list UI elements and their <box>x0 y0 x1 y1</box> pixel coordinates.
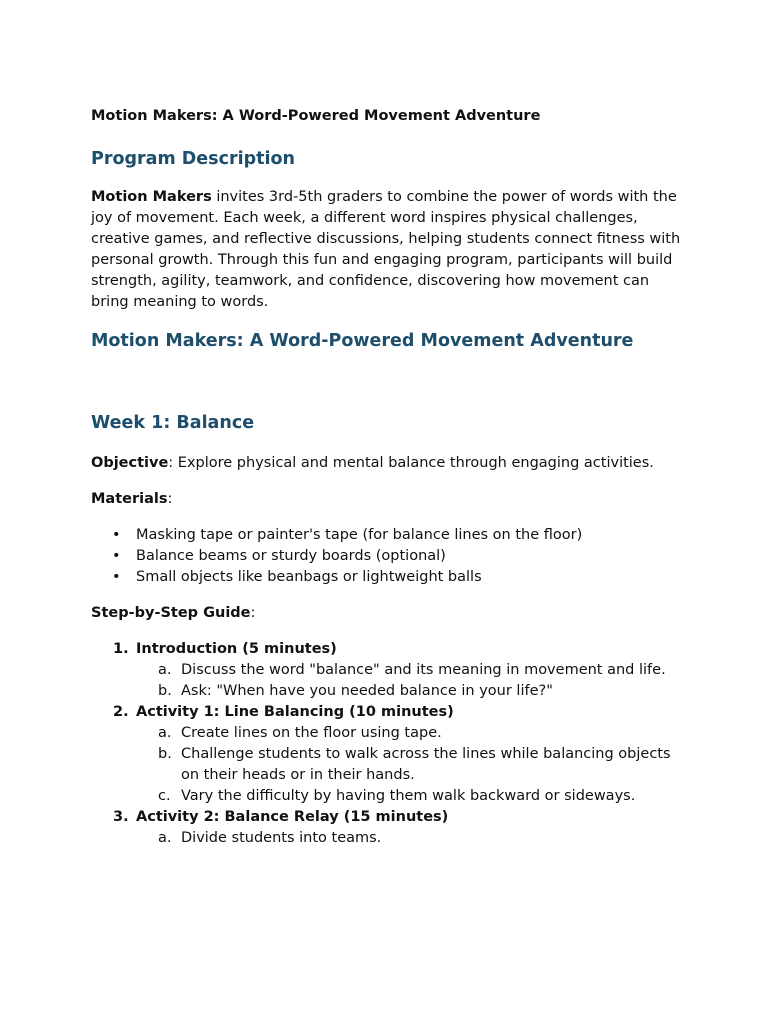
materials-heading: Materials: <box>91 491 173 507</box>
document-title: Motion Makers: A Word-Powered Movement Adventure <box>91 108 541 124</box>
substep-item <box>91 723 691 744</box>
substep-text: Divide students into teams. <box>181 830 382 846</box>
document-content <box>91 106 691 849</box>
step-number: 1. <box>113 641 129 657</box>
list-item: • Masking tape or painter's tape (for balance lines on the floor) <box>91 525 691 546</box>
guide-label: Step-by-Step Guide <box>91 605 251 621</box>
substep-letter: a. <box>158 830 172 846</box>
program-description-paragraph <box>91 187 691 313</box>
substep-letter: b. <box>158 746 172 762</box>
step-number: 2. <box>113 704 129 720</box>
substep-item <box>91 744 691 786</box>
substep-letter: c. <box>158 788 171 804</box>
steps-list <box>91 639 691 849</box>
substep-item <box>91 786 691 807</box>
step-item <box>91 639 691 702</box>
step-title: Introduction (5 minutes) <box>136 641 337 657</box>
list-item: • Small objects like beanbags or lightweight balls <box>91 567 691 588</box>
week-heading: Week 1: Balance <box>91 413 255 433</box>
objective-label: Objective <box>91 455 169 471</box>
substep-item <box>91 681 691 702</box>
substep-item <box>91 660 691 681</box>
guide-heading: Step-by-Step Guide: <box>91 605 256 621</box>
substeps-list <box>136 723 691 807</box>
substep-item <box>91 828 691 849</box>
substep-text: Ask: "When have you needed balance in your life?" <box>181 683 553 699</box>
objective-paragraph <box>91 453 691 474</box>
substeps-list <box>136 828 691 849</box>
objective-text: : Explore physical and mental balance through engaging activities. <box>168 455 654 471</box>
step-item <box>91 807 691 849</box>
step-number: 3. <box>113 809 129 825</box>
substep-text: Challenge students to walk across the lines while balancing objects on their heads or in their hands. <box>181 746 671 783</box>
program-description-text: invites 3rd-5th graders to combine the power of words with the joy of movement. Each week, a different word inspires physical challenges, creative games, and reflective discussions, helping students connect fitness with personal growth. Through this fun and engaging program, participants will build strength, agility, teamwork, and confidence, discovering how movement can bring meaning to words. <box>91 189 681 310</box>
materials-list <box>91 525 691 588</box>
substep-text: Discuss the word "balance" and its meaning in movement and life. <box>181 662 666 678</box>
substep-letter: b. <box>158 683 172 699</box>
step-title: Activity 2: Balance Relay (15 minutes) <box>136 809 449 825</box>
list-item: • Balance beams or sturdy boards (optional) <box>91 546 691 567</box>
section-heading: Motion Makers: A Word-Powered Movement Adventure <box>91 331 634 351</box>
substep-letter: a. <box>158 662 172 678</box>
substeps-list <box>136 660 691 702</box>
step-item <box>91 702 691 807</box>
substep-text: Create lines on the floor using tape. <box>181 725 442 741</box>
materials-label: Materials <box>91 491 168 507</box>
step-title: Activity 1: Line Balancing (10 minutes) <box>136 704 454 720</box>
program-name: Motion Makers <box>91 189 212 205</box>
substep-text: Vary the difficulty by having them walk backward or sideways. <box>181 788 636 804</box>
program-description-heading: Program Description <box>91 149 295 169</box>
substep-letter: a. <box>158 725 172 741</box>
